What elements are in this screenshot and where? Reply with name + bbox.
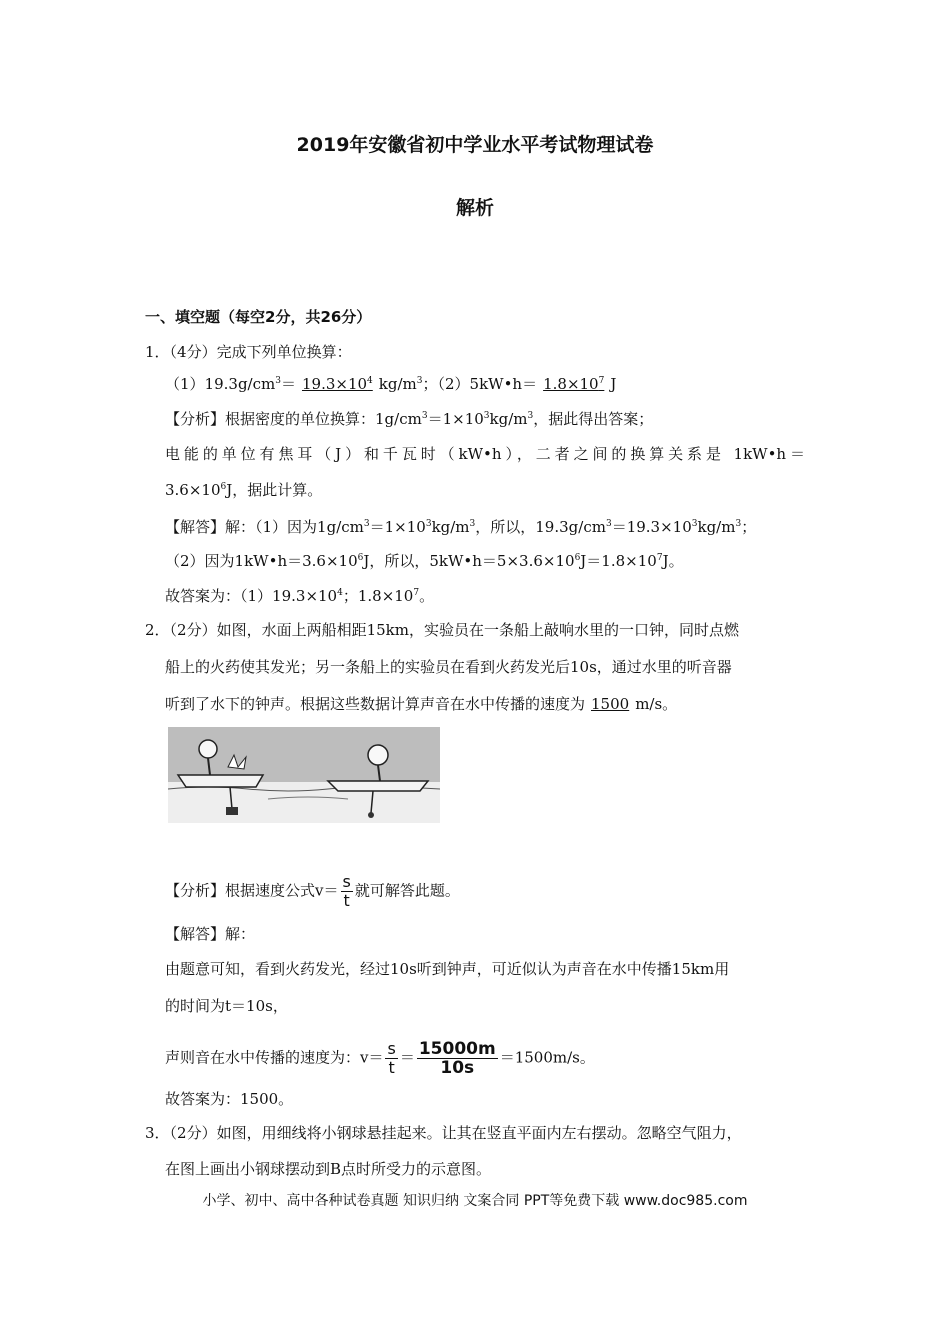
q1-answer-1: $19.3\times 10^4$ (301, 375, 373, 393)
section-heading: 一、填空题（每空2分，共26分） (145, 308, 372, 326)
q2-solution-line2: 的时间为t＝10s， (165, 997, 288, 1015)
q1-final-answer: 故答案为：$(1)19.3\times 10^4$；$1.8\times 10^7$。 (165, 587, 435, 605)
solution-tag: 【解答】 (165, 925, 226, 943)
two-boats-figure (168, 727, 440, 823)
speed-fraction: $\frac{s}{t}$ (342, 872, 351, 910)
document-subtitle: 解析 (455, 197, 494, 219)
q1-part2-prefix: ；（2）5kW•h＝ (422, 375, 538, 393)
q3-stem-line1: 3．（2分）如图，用细线将小钢球悬挂起来。让其在竖直平面内左右摆动。忽略空气阻力， (145, 1124, 742, 1142)
page-footer: 小学、初中、高中各种试卷真题 知识归纳 文案合同 PPT等免费下载 www.doc985.com (202, 1193, 748, 1209)
q2-stem-line2: 船上的火药使其发光；另一条船上的实验员在看到火药发光后10s，通过水里的听音器 (165, 658, 732, 676)
q2-stem-line3: 听到了水下的钟声。根据这些数据计算声音在水中传播的速度为 1500 m/s。 (165, 695, 678, 713)
q1-solution-line1: 【解答】解：（1）因为$1g/cm^3=1\times 10^3kg/m^3$，所以，$19.3g/cm^3=19.3\times 10^3kg/m^3$； (165, 518, 757, 536)
speed-fraction-2: $\frac{s}{t}$ (387, 1039, 396, 1077)
q2-solution-heading: 【解答】解： (165, 925, 256, 943)
q1-analysis-line1: 【分析】根据密度的单位换算：$1g/cm^3=1\times 10^3kg/m^3$，据此得出答案； (165, 410, 654, 428)
q1-analysis-line2: 电能的单位有焦耳（J）和千瓦时（kW•h），二者之间的换算关系是 1kW•h＝ (165, 445, 805, 463)
analysis-tag: 【分析】 (165, 881, 226, 900)
value-fraction: $\frac{15000m}{10s}$ (418, 1039, 496, 1078)
q2-solution-line1: 由题意可知，看到火药发光，经过10s听到钟声，可近似认为声音在水中传播15km用 (165, 960, 730, 978)
q3-stem-line2: 在图上画出小钢球摆动到B点时所受力的示意图。 (165, 1160, 492, 1178)
q2-stem-line1: 2．（2分）如图，水面上两船相距15km，实验员在一条船上敲响水里的一口钟，同时点燃 (145, 621, 739, 639)
q1-analysis-line3: $3.6\times 10^6J$，据此计算。 (165, 481, 323, 499)
analysis-tag: 【分析】 (165, 410, 226, 428)
q2-solution-line3: 声则音在水中传播的速度为：v＝ $\frac{s}{t}$ ＝ $\frac{15000m}{10s}$ ＝1500m/s。 (165, 1039, 595, 1078)
q1-part1-prefix: （1）19.3g/cm (165, 375, 276, 393)
q2-answer: 1500 (591, 695, 630, 713)
q1-parts: $(1)19.3g/cm^3= 19.3\times 10^4$ $kg/m^3$；（2）5kW•h＝ $1.8\times 10^7$ J (165, 375, 617, 393)
solution-tag: 【解答】 (165, 518, 226, 536)
q1-stem: 1．（4分）完成下列单位换算： (145, 343, 352, 361)
document-title: 2019年安徽省初中学业水平考试物理试卷 (296, 134, 654, 156)
q1-solution-line2: （2）因为$1kW•h=3.6\times 10^6J$，所以，$5kW•h=5\times 3.6\times 10^6J=1.8\times 10^7J$。 (165, 552, 684, 570)
q1-answer-2: $1.8\times 10^7$ (543, 375, 605, 393)
q2-analysis: 【分析】根据速度公式v＝ $\frac{s}{t}$ 就可解答此题。 (165, 872, 460, 910)
q2-final-answer: 故答案为：1500。 (165, 1090, 294, 1108)
